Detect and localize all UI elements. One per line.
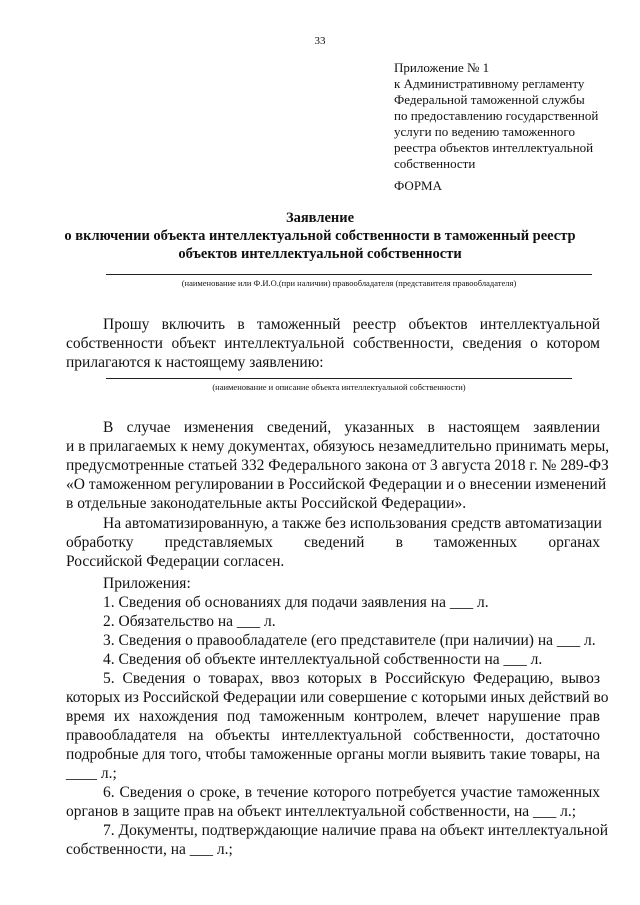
appendix-line: услуги по ведению таможенного xyxy=(394,124,575,139)
consent-line: обработку представляемых сведений в таможенных органах xyxy=(66,534,600,551)
attachment-item: 2. Обязательство на ___ л. xyxy=(103,613,276,630)
attachment-item: 3. Сведения о правообладателе (его представителе (при наличии) на ___ л. xyxy=(103,632,596,649)
attachment-item-7-line: собственности, на ___ л.; xyxy=(66,841,233,858)
appendix-line: реестра объектов интеллектуальной xyxy=(394,140,594,155)
consent-line: Российской Федерации согласен. xyxy=(66,553,285,570)
page-number: 33 xyxy=(314,35,326,47)
attachment-item-5-line: время их нахождения под таможенным контролем, влечет нарушение прав xyxy=(66,708,600,725)
obligation-line: предусмотренные статьей 332 Федерального закона от 3 августа 2018 г. № 289-ФЗ xyxy=(66,457,609,474)
attachment-item-5-line: которых из Российской Федерации или совершение с которыми иных действий во xyxy=(66,689,609,706)
holder-name-caption: (наименование или Ф.И.О.(при наличии) правообладателя (представителя правообладателя) xyxy=(181,278,517,288)
obligation-line: и в прилагаемых к нему документах, обязуюсь незамедлительно принимать меры, xyxy=(66,438,610,455)
appendix-line: к Административному регламенту xyxy=(394,76,585,91)
object-description-line xyxy=(106,378,572,379)
obligation-line: В случае изменения сведений, указанных в настоящем заявлении xyxy=(103,419,600,436)
attachment-item-5-line: правообладателя на объекты интеллектуальной собственности, достаточно xyxy=(66,727,600,744)
appendix-header xyxy=(394,60,634,172)
form-label: ФОРМА xyxy=(394,178,442,193)
appendix-line: собственности xyxy=(394,156,476,171)
attachments-list xyxy=(66,574,609,859)
consent-line: На автоматизированную, а также без использования средств автоматизации xyxy=(103,515,602,532)
attachment-item-5-line: подробные для того, чтобы таможенные органы могли выявить такие товары, на xyxy=(66,746,600,763)
holder-name-line xyxy=(106,274,592,275)
appendix-line: Приложение № 1 xyxy=(394,60,490,75)
attachment-item-6-line: органов в защите прав на объект интеллектуальной собственности, на ___ л.; xyxy=(66,803,577,820)
request-line: прилагаются к настоящему заявлению: xyxy=(66,354,324,371)
title-line: о включении объекта интеллектуальной собственности в таможенный реестр xyxy=(64,228,576,244)
obligation-line: в отдельные законодательные акты Российской Федерации». xyxy=(66,495,467,512)
attachment-item-6-line: 6. Сведения о сроке, в течение которого потребуется участие таможенных xyxy=(103,784,600,801)
attachment-item: 1. Сведения об основаниях для подачи заявления на ___ л. xyxy=(103,594,489,611)
request-line: Прошу включить в таможенный реестр объектов интеллектуальной xyxy=(103,316,600,333)
obligation-paragraph xyxy=(66,418,610,513)
appendix-line: по предоставлению государственной xyxy=(394,108,599,123)
title-line: объектов интеллектуальной собственности xyxy=(178,246,462,262)
obligation-line: «О таможенном регулировании в Российской Федерации и о внесении изменений xyxy=(66,476,607,493)
request-paragraph xyxy=(66,315,600,372)
request-line: собственности объект интеллектуальной собственности, сведения о котором xyxy=(66,335,600,352)
attachment-item: 4. Сведения об объекте интеллектуальной собственности на ___ л. xyxy=(103,651,543,668)
consent-paragraph xyxy=(66,514,600,571)
attachment-item-7-line: 7. Документы, подтверждающие наличие права на объект интеллектуальной xyxy=(103,822,609,839)
attachment-item-5-line: 5. Сведения о товарах, ввоз которых в Российскую Федерацию, вывоз xyxy=(103,670,600,687)
document-title xyxy=(40,209,600,263)
title-line: Заявление xyxy=(285,210,355,226)
attachments-heading: Приложения: xyxy=(103,575,191,592)
attachment-item-5-line: ____ л.; xyxy=(66,765,117,782)
appendix-line: Федеральной таможенной службы xyxy=(394,92,585,107)
object-description-caption: (наименование и описание объекта интеллектуальной собственности) xyxy=(212,382,466,392)
